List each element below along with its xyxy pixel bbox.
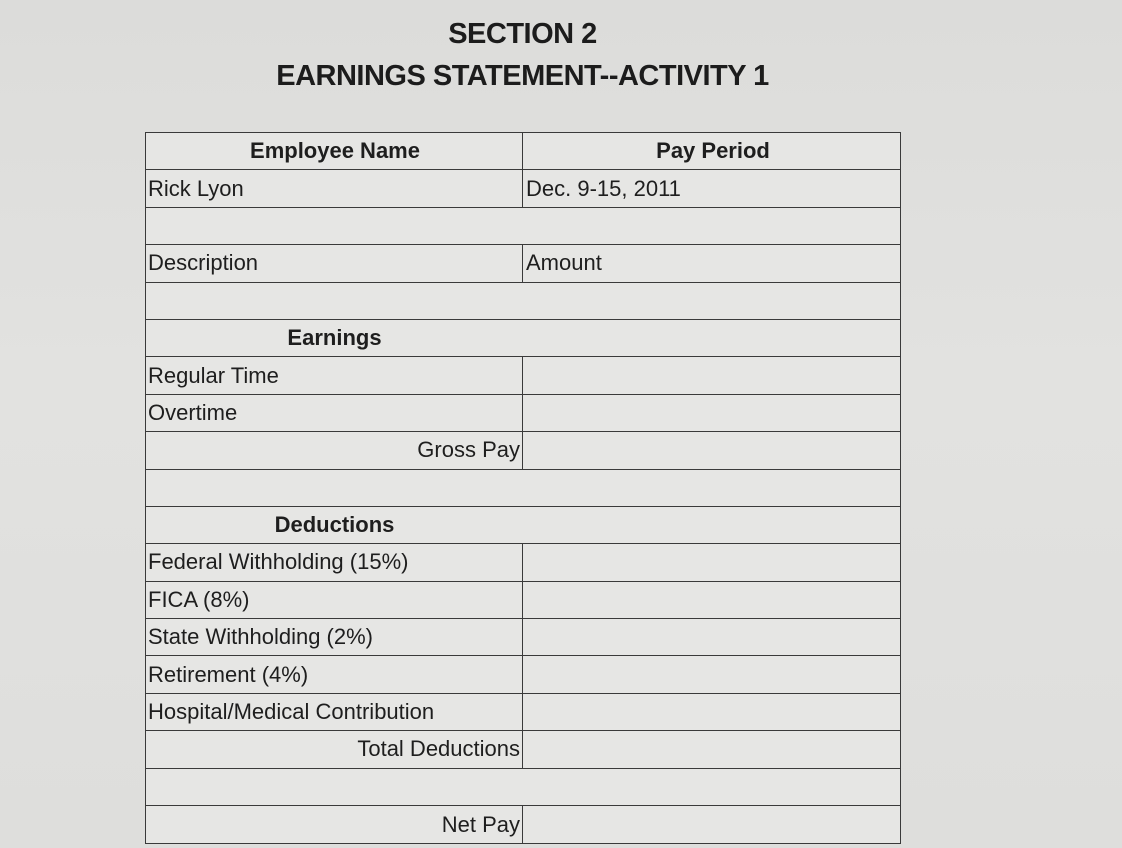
net-pay-row <box>146 806 900 843</box>
header-row <box>146 133 900 170</box>
description-header: Description <box>146 245 523 281</box>
regular-time-label: Regular Time <box>146 357 523 393</box>
total-deductions-label: Total Deductions <box>146 731 523 767</box>
table-row <box>146 694 900 731</box>
net-pay-label: Net Pay <box>146 806 523 843</box>
deductions-heading: Deductions <box>274 512 395 538</box>
blank-row <box>146 470 900 507</box>
retirement-label: Retirement (4%) <box>146 656 523 692</box>
table-row <box>146 582 900 619</box>
column-header-row <box>146 245 900 282</box>
table-row <box>146 619 900 656</box>
blank-cell[interactable] <box>146 283 900 319</box>
blank-row <box>146 208 900 245</box>
state-withholding-label: State Withholding (2%) <box>146 619 523 655</box>
employee-name-cell[interactable]: Rick Lyon <box>146 170 523 206</box>
table-row <box>146 357 900 394</box>
regular-time-amount[interactable] <box>523 357 900 393</box>
deductions-heading-row <box>146 507 900 544</box>
amount-header: Amount <box>526 250 602 276</box>
blank-row <box>146 283 900 320</box>
overtime-amount[interactable] <box>523 395 900 431</box>
gross-pay-row <box>146 432 900 469</box>
retirement-amount[interactable] <box>523 656 900 692</box>
table-row <box>146 656 900 693</box>
blank-cell[interactable] <box>146 470 900 506</box>
gross-pay-amount[interactable] <box>523 432 900 468</box>
total-deductions-row <box>146 731 900 768</box>
earnings-heading-row <box>146 320 900 357</box>
table-row <box>146 544 900 581</box>
statement-title: EARNINGS STATEMENT--ACTIVITY 1 <box>276 60 769 92</box>
pay-period-header: Pay Period <box>656 138 770 164</box>
earnings-statement-table <box>145 132 901 844</box>
total-deductions-amount[interactable] <box>523 731 900 767</box>
hospital-medical-amount[interactable] <box>523 694 900 730</box>
section-title: SECTION 2 <box>448 18 597 50</box>
gross-pay-label: Gross Pay <box>146 432 523 468</box>
fica-label: FICA (8%) <box>146 582 523 618</box>
hospital-medical-label: Hospital/Medical Contribution <box>146 694 523 730</box>
employee-name-header: Employee Name <box>146 133 523 169</box>
employee-row <box>146 170 900 207</box>
blank-cell[interactable] <box>146 208 900 244</box>
table-row <box>146 395 900 432</box>
earnings-heading: Earnings <box>287 325 382 351</box>
blank-row <box>146 769 900 806</box>
overtime-label: Overtime <box>146 395 523 431</box>
fica-amount[interactable] <box>523 582 900 618</box>
net-pay-amount[interactable] <box>523 806 900 843</box>
blank-cell[interactable] <box>146 769 900 805</box>
federal-withholding-amount[interactable] <box>523 544 900 580</box>
state-withholding-amount[interactable] <box>523 619 900 655</box>
pay-period-cell[interactable]: Dec. 9-15, 2011 <box>526 175 681 201</box>
federal-withholding-label: Federal Withholding (15%) <box>146 544 523 580</box>
